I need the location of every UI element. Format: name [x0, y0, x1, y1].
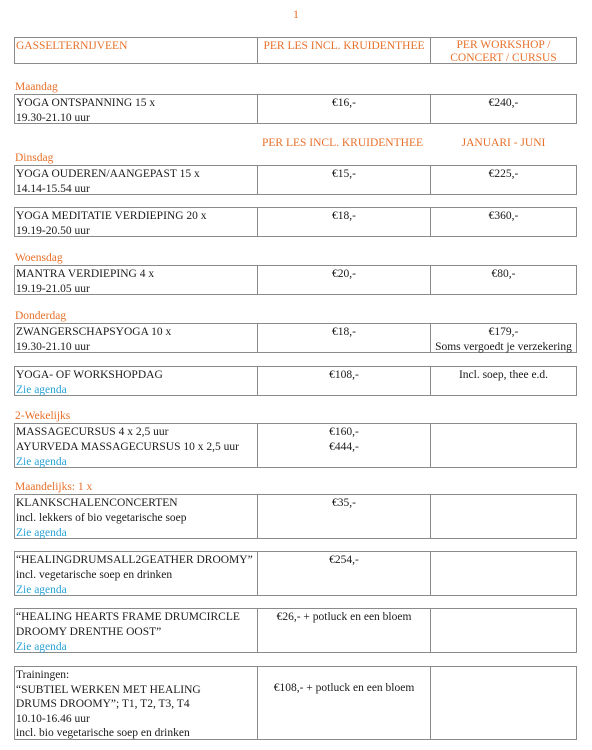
header-per-workshop-2: CONCERT / CURSUS: [450, 52, 557, 64]
price-total: €225,-: [488, 168, 519, 180]
row-zwangerschapsyoga: [14, 323, 577, 353]
row-time: 19.19-20.50 uur: [16, 225, 90, 237]
row-trainingen: [14, 666, 577, 740]
agenda-link[interactable]: Zie agenda: [16, 584, 67, 596]
section-dinsdag: Dinsdag: [15, 152, 54, 164]
row-workshopdag: [14, 366, 577, 396]
row-title: YOGA ONTSPANNING 15 x: [16, 97, 156, 109]
row-time: 10.10-16.46 uur: [16, 712, 90, 725]
row-title: KLANKSCHALENCONCERTEN: [16, 497, 178, 509]
row-healing-hearts: [14, 608, 577, 653]
price-total: €360,-: [488, 210, 519, 222]
subheader-period: JANUARI - JUNI: [461, 137, 546, 149]
row-subtitle: incl. bio vegetarische soep en drinken: [16, 727, 190, 739]
header-per-workshop-1: PER WORKSHOP /: [456, 39, 551, 51]
row-yoga-meditatie: [14, 207, 577, 237]
row-heading: Trainingen:: [16, 669, 70, 681]
row-title: YOGA OUDEREN/AANGEPAST 15 x: [16, 168, 200, 180]
price-per-les: €18,-: [332, 210, 356, 222]
row-yoga-ouderen: [14, 165, 577, 195]
row-title-2: DRUMS DROOMY”; T1, T2, T3, T4: [16, 698, 190, 710]
price-total: €240,-: [488, 97, 519, 109]
price-total: €80,-: [491, 268, 516, 280]
price-per-les: €20,-: [332, 268, 356, 280]
price-per-les: €15,-: [332, 168, 356, 180]
row-healingdrums: [14, 551, 577, 596]
row-subtitle: incl. vegetarische soep en drinken: [16, 569, 173, 581]
row-title: “HEALING HEARTS FRAME DRUMCIRCLE: [16, 611, 240, 623]
agenda-link[interactable]: Zie agenda: [16, 641, 67, 653]
price-per-les: €254,-: [329, 554, 359, 566]
row-title: ZWANGERSCHAPSYOGA 10 x: [16, 326, 172, 338]
price-per-les: €108,- + potluck en een bloem: [273, 682, 415, 694]
row-title: YOGA- OF WORKSHOPDAG: [16, 369, 163, 381]
section-woensdag: Woensdag: [15, 252, 63, 264]
section-maandag: Maandag: [15, 81, 58, 93]
price-ayurveda: €444,-: [329, 441, 359, 453]
row-title: YOGA MEDITATIE VERDIEPING 20 x: [16, 210, 207, 222]
row-time: 19.30-21.10 uur: [16, 112, 90, 124]
page-number: 1: [293, 7, 299, 21]
row-title-2: DROOMY DRENTHE OOST”: [16, 626, 162, 638]
agenda-link[interactable]: Zie agenda: [16, 456, 67, 468]
inclusions-note: Incl. soep, thee e.d.: [458, 369, 549, 381]
row-time: 19.30-21.10 uur: [16, 341, 90, 353]
header-row: [14, 37, 577, 64]
price-per-les: €108,-: [329, 369, 359, 381]
price-per-les: €18,-: [332, 326, 356, 338]
subheader-per-les: PER LES INCL. KRUIDENTHEE: [262, 137, 423, 149]
row-massagecursus: [14, 423, 577, 468]
section-maandelijks: Maandelijks: 1 x: [15, 481, 93, 493]
price-massage: €160,-: [329, 426, 359, 438]
agenda-link[interactable]: Zie agenda: [16, 384, 67, 396]
agenda-link[interactable]: Zie agenda: [16, 527, 67, 539]
row-mantra: [14, 265, 577, 295]
header-location: GASSELTERNIJVEEN: [16, 40, 128, 52]
row-title-2: AYURVEDA MASSAGECURSUS 10 x 2,5 uur: [16, 441, 239, 453]
row-klankschalen: [14, 494, 577, 539]
row-title: MANTRA VERDIEPING 4 x: [16, 268, 155, 280]
price-per-les: €16,-: [332, 97, 356, 109]
price-per-les: €35,-: [332, 497, 356, 509]
row-subtitle: incl. lekkers of bio vegetarische soep: [16, 512, 187, 524]
section-2-wekelijks: 2-Wekelijks: [15, 410, 71, 422]
row-time: 19.19-21.05 uur: [16, 283, 90, 295]
insurance-note: Soms vergoedt je verzekering: [435, 341, 572, 353]
row-title: “HEALINGDRUMSALL2GEATHER DROOMY”: [16, 554, 253, 566]
row-title: MASSAGECURSUS 4 x 2,5 uur: [16, 426, 169, 438]
row-title: “SUBTIEL WERKEN MET HEALING: [16, 683, 201, 696]
section-donderdag: Donderdag: [15, 310, 67, 322]
price-total: €179,-: [488, 326, 519, 338]
row-time: 14.14-15.54 uur: [16, 183, 90, 195]
header-per-les: PER LES INCL. KRUIDENTHEE: [263, 40, 425, 52]
price-per-les: €26,- + potluck en een bloem: [276, 611, 412, 623]
row-yoga-ontspanning: [14, 94, 577, 124]
